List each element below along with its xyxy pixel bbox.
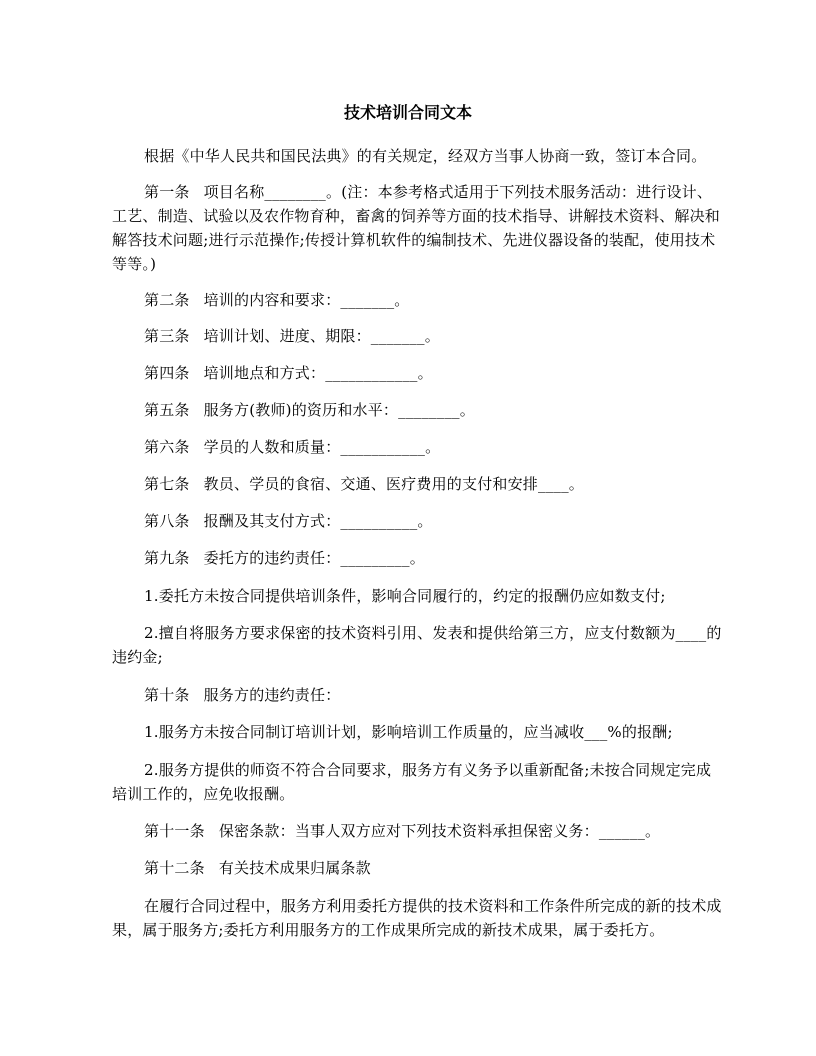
document-title: 技术培训合同文本 xyxy=(343,103,472,122)
article-1-heading: 第一条 xyxy=(144,183,190,201)
article-10 xyxy=(112,683,724,707)
article-6-text: 学员的人数和质量：___________。 xyxy=(203,438,441,456)
article-8-text: 报酬及其支付方式：__________。 xyxy=(203,512,433,530)
article-2 xyxy=(112,288,724,312)
article-7-text: 教员、学员的食宿、交通、医疗费用的支付和安排____。 xyxy=(203,475,585,493)
article-9-item-2: 2.擅自将服务方要求保密的技术资料引用、发表和提供给第三方，应支付数额为____的违约金; xyxy=(112,624,722,666)
article-12-heading: 第十二条 xyxy=(144,859,205,877)
article-2-heading: 第二条 xyxy=(144,291,190,309)
article-10-heading: 第十条 xyxy=(144,686,190,704)
article-2-text: 培训的内容和要求：_______。 xyxy=(203,291,410,309)
intro-paragraph: 根据《中华人民共和国民法典》的有关规定，经双方当事人协商一致，签订本合同。 xyxy=(144,147,707,165)
article-9-text: 委托方的违约责任：_________。 xyxy=(203,549,425,567)
article-6 xyxy=(112,435,724,459)
article-10-text: 服务方的违约责任： xyxy=(203,686,341,704)
article-3-text: 培训计划、进度、期限：_______。 xyxy=(203,327,440,345)
article-1 xyxy=(112,180,724,276)
article-3-heading: 第三条 xyxy=(144,327,190,345)
article-5-heading: 第五条 xyxy=(144,401,190,419)
article-11-heading: 第十一条 xyxy=(144,822,205,840)
article-5-text: 服务方(教师)的资历和水平：________。 xyxy=(203,401,475,419)
article-4 xyxy=(112,361,724,385)
article-5 xyxy=(112,398,724,422)
article-1-text: 项目名称________。(注：本参考格式适用于下列技术服务活动：进行设计、工艺、制造、试验以及农作物育种，畜禽的饲养等方面的技术指导、讲解技术资料、解决和解答技术问题;进行示范操作;传授计算机软件的编制技术、先进仪器设备的装配，使用技术等等。) xyxy=(112,183,721,273)
article-12-body: 在履行合同过程中，服务方利用委托方提供的技术资料和工作条件所完成的新的技术成果，属于服务方;委托方利用服务方的工作成果所完成的新技术成果，属于委托方。 xyxy=(112,897,722,939)
article-9 xyxy=(112,546,724,570)
article-12 xyxy=(112,856,724,880)
article-12-text: 有关技术成果归属条款 xyxy=(218,859,371,877)
article-10-item-2: 2.服务方提供的师资不符合合同要求，服务方有义务予以重新配备;未按合同规定完成培训工作的，应免收报酬。 xyxy=(112,761,712,803)
article-8-heading: 第八条 xyxy=(144,512,190,530)
article-4-heading: 第四条 xyxy=(144,364,190,382)
article-4-text: 培训地点和方式：____________。 xyxy=(203,364,433,382)
article-8 xyxy=(112,509,724,533)
article-3 xyxy=(112,324,724,348)
article-10-item-1: 1.服务方未按合同制订培训计划，影响培训工作质量的，应当减收___%的报酬; xyxy=(144,723,673,741)
article-7-heading: 第七条 xyxy=(144,475,190,493)
article-11 xyxy=(112,819,724,843)
article-7 xyxy=(112,472,724,496)
article-9-heading: 第九条 xyxy=(144,549,190,567)
article-9-item-1: 1.委托方未按合同提供培训条件，影响合同履行的，约定的报酬仍应如数支付; xyxy=(144,587,666,605)
article-6-heading: 第六条 xyxy=(144,438,190,456)
article-11-text: 保密条款：当事人双方应对下列技术资料承担保密义务：______。 xyxy=(218,822,661,840)
